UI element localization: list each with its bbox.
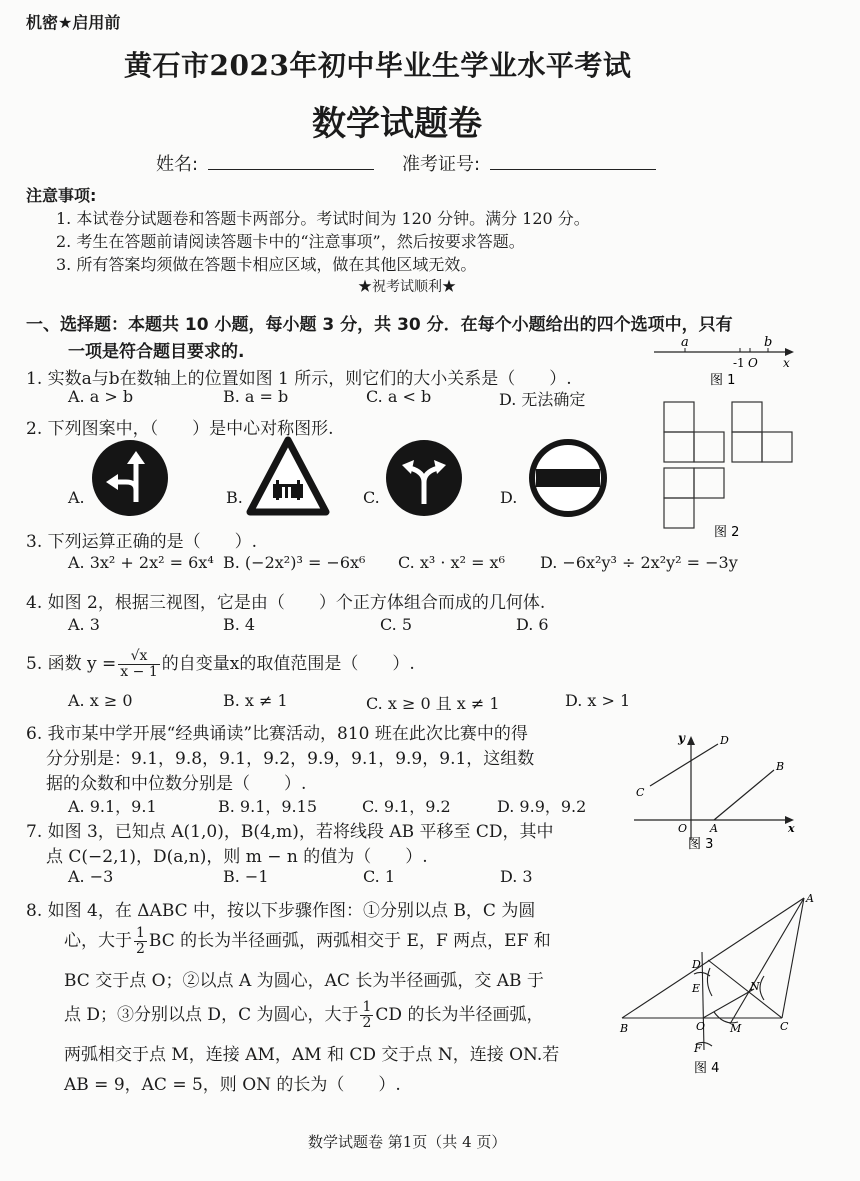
q7-option-a: A. −3 [68,867,114,886]
q5-option-a: A. x ≥ 0 [68,691,133,710]
q8-line-6: AB = 9，AC = 5，则 ON 的长为（ ）. [64,1075,401,1095]
q5-option-d: D. x > 1 [565,691,631,710]
q6-option-c: C. 9.1，9.2 [362,797,451,816]
sign-b-icon [246,436,330,516]
q1-option-b: B. a = b [223,387,289,406]
sign-a-icon [90,438,170,518]
figure-2-three-views [660,398,800,548]
fig3-label-x: x [788,822,795,835]
fig4-label-n: N [750,980,760,993]
notice-item-3: 3. 所有答案均须做在答题卡相应区域，做在其他区域无效。 [56,255,477,274]
notice-item-2: 2. 考生在答题前请阅读答题卡中的“注意事项”，然后按要求答题。 [56,232,525,251]
q2-option-c-letter: C. [363,488,380,507]
q5-option-c: C. x ≥ 0 且 x ≠ 1 [366,694,500,713]
fig4-label-e: E [692,982,701,995]
q4-option-c: C. 5 [380,615,413,634]
fig3-label-y: y [678,731,685,745]
fig1-label-x: x [783,356,790,370]
fig1-label-minus1: -1 [733,356,745,370]
q2-option-d-letter: D. [500,488,518,507]
q2-stem: 2. 下列图案中，（ ）是中心对称图形. [26,419,334,439]
fig1-label-a: a [681,335,689,350]
q7-option-c: C. 1 [363,867,396,886]
fig3-caption: 图 3 [688,837,714,852]
q7-option-d: D. 3 [500,867,533,886]
figure-1-number-line [650,334,800,394]
exam-title: 黄石市2023年初中毕业生学业水平考试 [124,49,632,82]
section-heading: 一、选择题：本题共 10 小题，每小题 3 分，共 30 分．在每个小题给出的四个选项中，只有 [26,315,733,335]
figure-3-coordinate-plane [630,728,800,853]
q3-option-d: D. −6x²y³ ÷ 2x²y² = −3y [540,553,738,572]
id-blank [490,155,656,170]
fig2-caption: 图 2 [714,525,740,540]
q6-line-1: 6. 我市某中学开展“经典诵读”比赛活动，810 班在此次比赛中的得 [26,724,528,744]
q5-stem: 5. 函数 y = $\frac{√x}{x - 1}$ 的自变量x的取值范围是（ ）. [26,648,415,680]
q4-option-a: A. 3 [68,615,100,634]
page-footer: 数学试题卷 第1页（共 4 页） [308,1133,507,1151]
q2-option-b-letter: B. [226,488,243,507]
fig3-label-d: D [720,734,729,747]
q3-option-b: B. (−2x²)³ = −6x⁶ [223,553,366,572]
fig4-label-f: F [694,1042,702,1055]
name-blank [208,155,374,170]
q8-line-4: 点 D；③分别以点 D，C 为圆心，大于 $\frac{1}{2}$ CD 的长为半径画弧， [64,999,544,1031]
q7-line-1: 7. 如图 3，已知点 A(1,0)，B(4,m)，若将线段 AB 平移至 CD，其中 [26,822,554,842]
q1-option-c: C. a < b [366,387,432,406]
fig3-label-b: B [776,760,785,773]
q6-option-d: D. 9.9，9.2 [497,797,587,816]
q1-stem: 1. 实数a与b在数轴上的位置如图 1 所示，则它们的大小关系是（ ）. [26,369,572,389]
fig3-label-a: A [710,822,718,835]
sign-c-icon [384,438,464,518]
q8-line-3: BC 交于点 O；②以点 A 为圆心，AC 长为半径画弧，交 AB 于 [64,971,544,991]
q8-line-2: 心，大于 $\frac{1}{2}$ BC 的长为半径画弧，两弧相交于 E，F 两点，EF 和 [64,925,551,957]
id-label: 准考证号: [402,150,656,176]
q3-option-a: A. 3x² + 2x² = 6x⁴ [68,553,214,572]
sign-d-icon [528,438,608,518]
fig4-label-c: C [780,1020,789,1033]
q7-option-b: B. −1 [223,867,269,886]
fig4-label-o: O [696,1020,706,1033]
q4-stem: 4. 如图 2，根据三视图，它是由（ ）个正方体组合而成的几何体. [26,593,546,613]
q4-option-d: D. 6 [516,615,549,634]
wish: ★祝考试顺利★ [358,279,456,295]
q3-option-c: C. x³ · x² = x⁶ [398,553,505,572]
secret-tag: 机密★启用前 [26,13,121,32]
fig4-label-m: M [730,1022,742,1035]
fig4-label-d: D [692,958,701,971]
fig3-label-o: O [678,822,688,835]
fig4-caption: 图 4 [694,1061,720,1076]
section-heading-cont: 一项是符合题目要求的. [68,342,245,362]
fig1-caption: 图 1 [710,373,736,388]
q4-option-b: B. 4 [223,615,256,634]
q5-fraction: $\frac{√x}{x - 1}$ [120,648,158,680]
fig1-label-o: O [748,356,758,370]
q8-line-1: 8. 如图 4，在 ΔABC 中，按以下步骤作图：①分别以点 B，C 为圆 [26,901,536,921]
q7-line-2: 点 C(−2,1)，D(a,n)，则 m − n 的值为（ ）. [46,847,428,867]
q1-option-a: A. a > b [68,387,134,406]
fig3-label-c: C [636,786,645,799]
name-label: 姓名: [156,150,374,176]
paper-title: 数学试题卷 [312,104,482,144]
notice-heading: 注意事项: [26,186,97,205]
q6-option-a: A. 9.1，9.1 [68,797,157,816]
fig1-label-b: b [764,335,773,350]
q5-option-b: B. x ≠ 1 [223,691,288,710]
q8-line-5: 两弧相交于点 M，连接 AM，AM 和 CD 交于点 N，连接 ON.若 [64,1045,560,1065]
q6-line-2: 分分别是：9.1，9.8，9.1，9.2，9.9，9.1，9.9，9.1，这组数 [46,749,535,769]
fig4-label-a: A [806,892,814,905]
q1-option-d: D. 无法确定 [499,390,586,409]
q2-option-a-letter: A. [68,488,85,507]
q3-stem: 3. 下列运算正确的是（ ）. [26,532,258,552]
q6-option-b: B. 9.1，9.15 [218,797,318,816]
q6-line-3: 据的众数和中位数分别是（ ）. [46,774,307,794]
fig4-label-b: B [620,1022,629,1035]
figure-4-triangle-construction [614,892,824,1082]
notice-item-1: 1. 本试卷分试题卷和答题卡两部分。考试时间为 120 分钟。满分 120 分。 [56,209,590,228]
